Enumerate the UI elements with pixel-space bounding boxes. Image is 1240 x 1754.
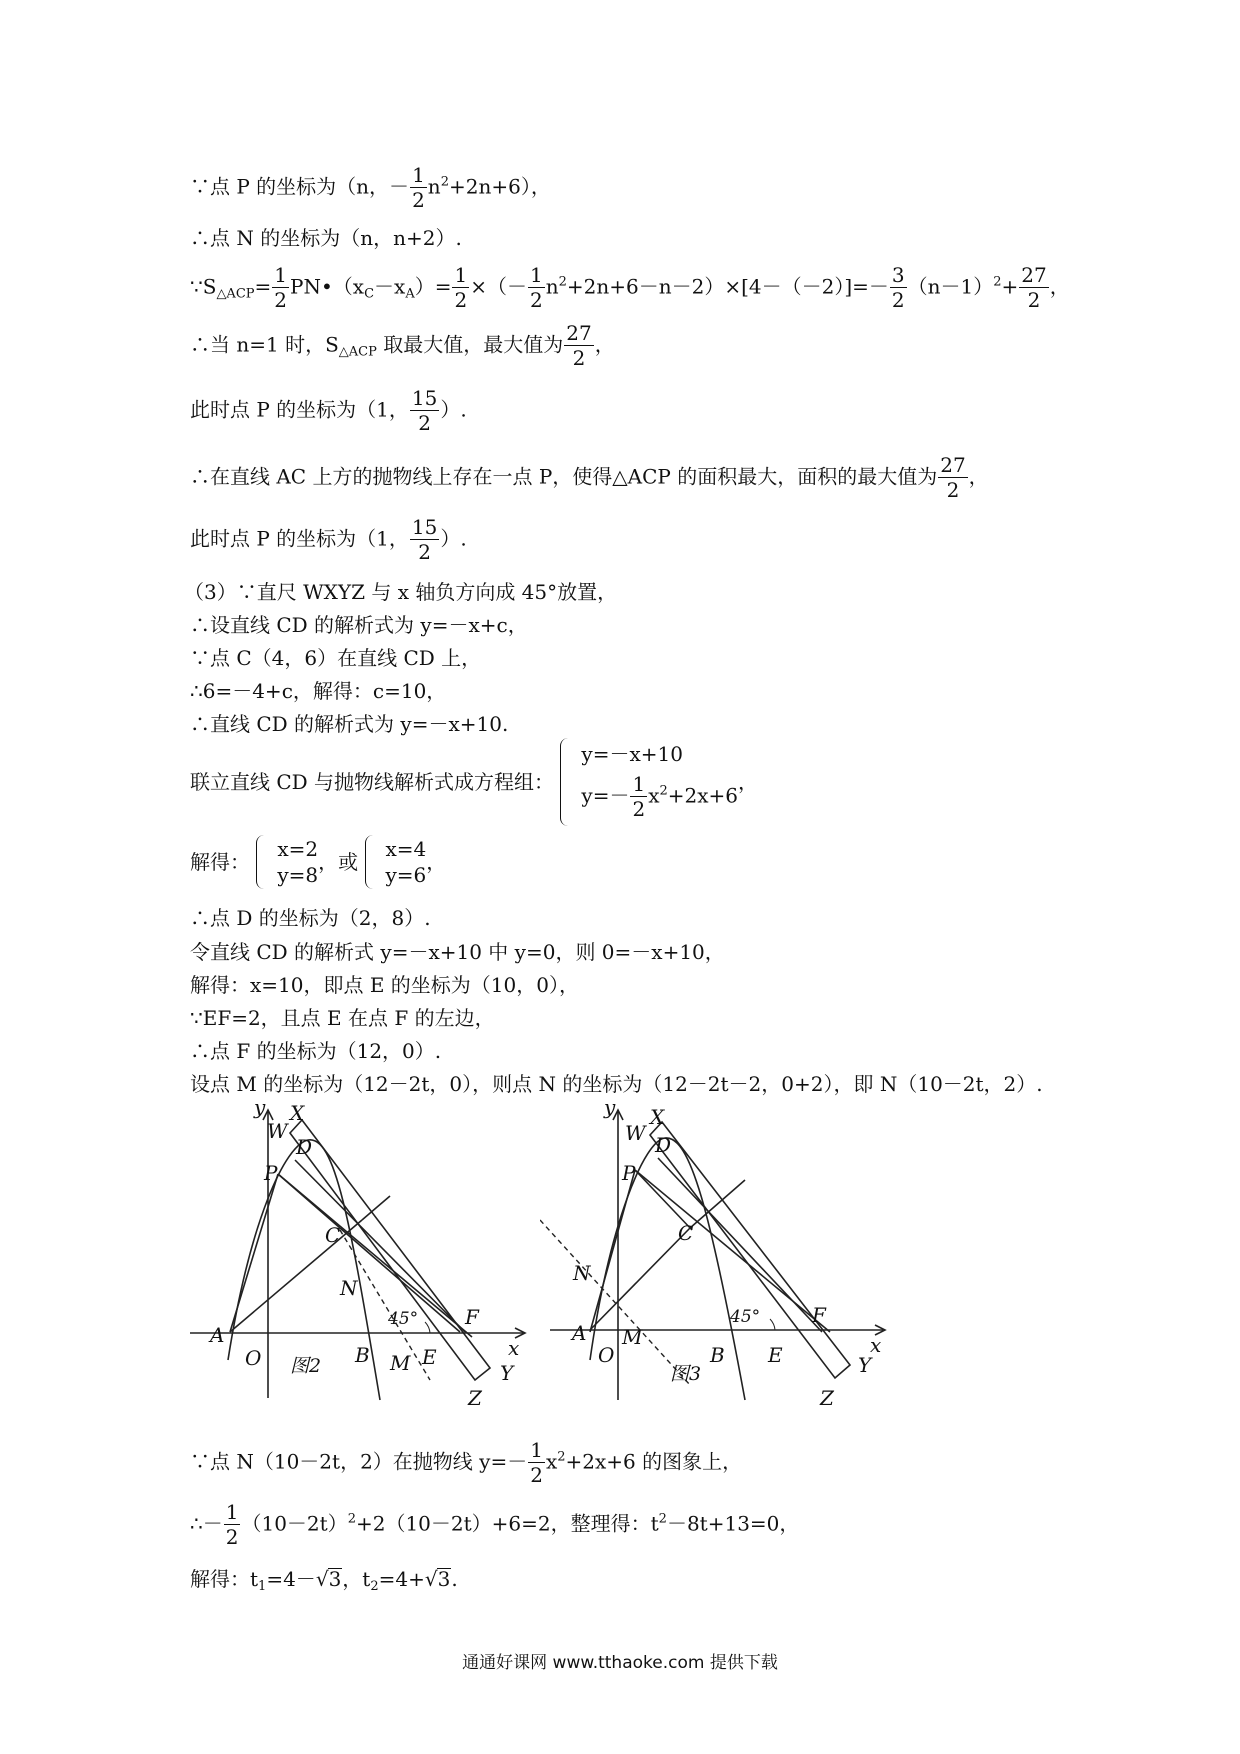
figure-2 (190, 1100, 530, 1410)
fraction: $\frac{1}{2}$ (530, 1438, 543, 1487)
svg-text:D: D (296, 1135, 313, 1159)
line-t-solutions: 解得：$t_1=4-√3$，$t_2=4+√3$. (190, 1567, 458, 1594)
line-f-coordinate: ∴点 F 的坐标为（12，0）. (190, 1039, 442, 1063)
line-m-n-coordinate: 设点 M 的坐标为（12－2t，0），则点 N 的坐标为（12－2t－2，0+2），即 N（10－2t，2）. (190, 1072, 1043, 1096)
fraction: $\frac{27}{2}$ (1021, 263, 1047, 312)
svg-text:N: N (340, 1276, 358, 1300)
svg-text:y: y (604, 1100, 616, 1119)
svg-text:Z: Z (468, 1386, 482, 1410)
line-cd-result: ∴直线 CD 的解析式为 y=－x+10. (190, 712, 509, 736)
svg-text:Y: Y (858, 1353, 872, 1377)
svg-text:W: W (267, 1119, 288, 1143)
svg-text:P: P (622, 1161, 636, 1185)
svg-text:C: C (678, 1221, 694, 1245)
fraction: $\frac{15}{2}$ (411, 386, 438, 435)
equation-system: y=－x+10 y=－ $\frac{1}{2}$ $x^2+2x+6$ (560, 738, 738, 826)
svg-text:C: C (325, 1223, 341, 1247)
fraction: $\frac{15}{2}$ (411, 515, 438, 564)
svg-text:图3: 图3 (670, 1363, 702, 1385)
line-p-result: 此时点 P 的坐标为（1， $\frac{15}{2}$ ）. (190, 386, 467, 435)
line-solve-c: ∴6=－4+c，解得：c=10， (190, 679, 447, 703)
svg-text:Z: Z (820, 1386, 834, 1410)
line-let-y0: 令直线 CD 的解析式 y=－x+10 中 y=0，则 0=－x+10， (190, 940, 725, 964)
svg-text:B: B (355, 1343, 370, 1367)
footer-text: 通通好课网 www.tthaoke.com 提供下载 (462, 1653, 778, 1673)
fraction: $\frac{3}{2}$ (891, 263, 905, 312)
line-d-coordinate: ∴点 D 的坐标为（2，8）. (190, 906, 431, 930)
svg-text:A: A (210, 1323, 225, 1347)
svg-text:D: D (655, 1133, 672, 1157)
svg-text:N: N (573, 1261, 591, 1285)
line-cd-setup: ∴设直线 CD 的解析式为 y=－x+c， (190, 613, 528, 637)
svg-text:Y: Y (500, 1361, 514, 1385)
svg-text:M: M (622, 1325, 643, 1349)
line-ef: ∵EF=2，且点 E 在点 F 的左边， (190, 1006, 495, 1030)
svg-text:O: O (245, 1346, 262, 1370)
line-part3: （3）∵直尺 WXYZ 与 x 轴负方向成 45°放置， (184, 580, 618, 604)
fraction: $\frac{1}{2}$ (412, 163, 425, 212)
svg-text:E: E (768, 1343, 783, 1367)
fraction: $\frac{1}{2}$ (225, 1500, 239, 1549)
line-solutions: 解得： x=2 y=8 ，或 x=4 y=6 ， (190, 837, 447, 887)
svg-text:E: E (422, 1345, 437, 1369)
svg-text:M: M (390, 1351, 411, 1375)
svg-text:45°: 45° (388, 1309, 419, 1329)
line-e-coordinate: 解得：x=10，即点 E 的坐标为（10，0）， (190, 973, 579, 997)
svg-text:X: X (290, 1101, 305, 1125)
fraction: $\frac{1}{2}$ (529, 263, 543, 312)
label-x: x (508, 1336, 520, 1360)
svg-text:A: A (572, 1321, 587, 1345)
line-p-result-2: 此时点 P 的坐标为（1， $\frac{15}{2}$ ）. (190, 515, 467, 564)
svg-text:X: X (650, 1105, 665, 1129)
line-area-formula: $\because S_{\triangle ACP}=$ $\frac{1}{2}$ $PN•(x_C-x_A)=$ $\frac{1}{2}$ ×（－ $\frac{1}{2}$ $n^2+2n+6-n-2)\times[4-(-2)]=-$ $\frac{3}{2}$ $(n-1)^2+$ $\frac{27}{2}$ ， (190, 263, 1070, 312)
line-system: 联立直线 CD 与抛物线解析式成方程组： y=－x+10 y=－ $\frac{1}{2}$ $x^2+2x+6$ ， (190, 738, 758, 826)
svg-text:O: O (598, 1343, 615, 1367)
line-p-coordinate: ∵点 P 的坐标为（n，－ $\frac{1}{2}$ $n^2+2n+6$）， (190, 163, 551, 212)
svg-text:图2: 图2 (290, 1355, 322, 1377)
svg-text:B: B (710, 1343, 725, 1367)
label-y: y (254, 1100, 266, 1119)
svg-text:W: W (625, 1121, 646, 1145)
line-max-area: ∴当 n=1 时，$S_{\triangle ACP}$ 取最大值，最大值为 $\frac{27}{2}$ ， (190, 321, 615, 370)
line-substitute: ∴－ $\frac{1}{2}$ $(10-2t)^2+2(10-2t)+6=2$，整理得：$t^2-8t+13=0$， (190, 1500, 800, 1549)
fraction: $\frac{1}{2}$ (274, 263, 288, 312)
fraction: $\frac{1}{2}$ (454, 263, 468, 312)
line-n-coordinate: ∴点 N 的坐标为（n，n+2）. (190, 226, 462, 250)
solution-system-2: x=4 y=6 (365, 835, 427, 889)
figure-3 (540, 1100, 900, 1410)
svg-text:F: F (465, 1305, 479, 1329)
fraction: $\frac{27}{2}$ (566, 321, 592, 370)
svg-text:x: x (870, 1333, 882, 1357)
fraction: $\frac{27}{2}$ (940, 453, 966, 502)
solution-system-1: x=2 y=8 (256, 835, 318, 889)
line-conclusion: ∴在直线 AC 上方的抛物线上存在一点 P，使得△ACP 的面积最大，面积的最大值为 $\frac{27}{2}$ ， (190, 453, 989, 502)
line-n-on-parabola: ∵点 N（10－2t，2）在抛物线 y=－ $\frac{1}{2}$ $x^2+2x+6$ 的图象上， (190, 1438, 743, 1487)
svg-text:F: F (812, 1303, 826, 1327)
line-c-on-cd: ∵点 C（4，6）在直线 CD 上， (190, 646, 482, 670)
svg-text:45°: 45° (730, 1307, 761, 1327)
svg-text:P: P (264, 1161, 278, 1185)
